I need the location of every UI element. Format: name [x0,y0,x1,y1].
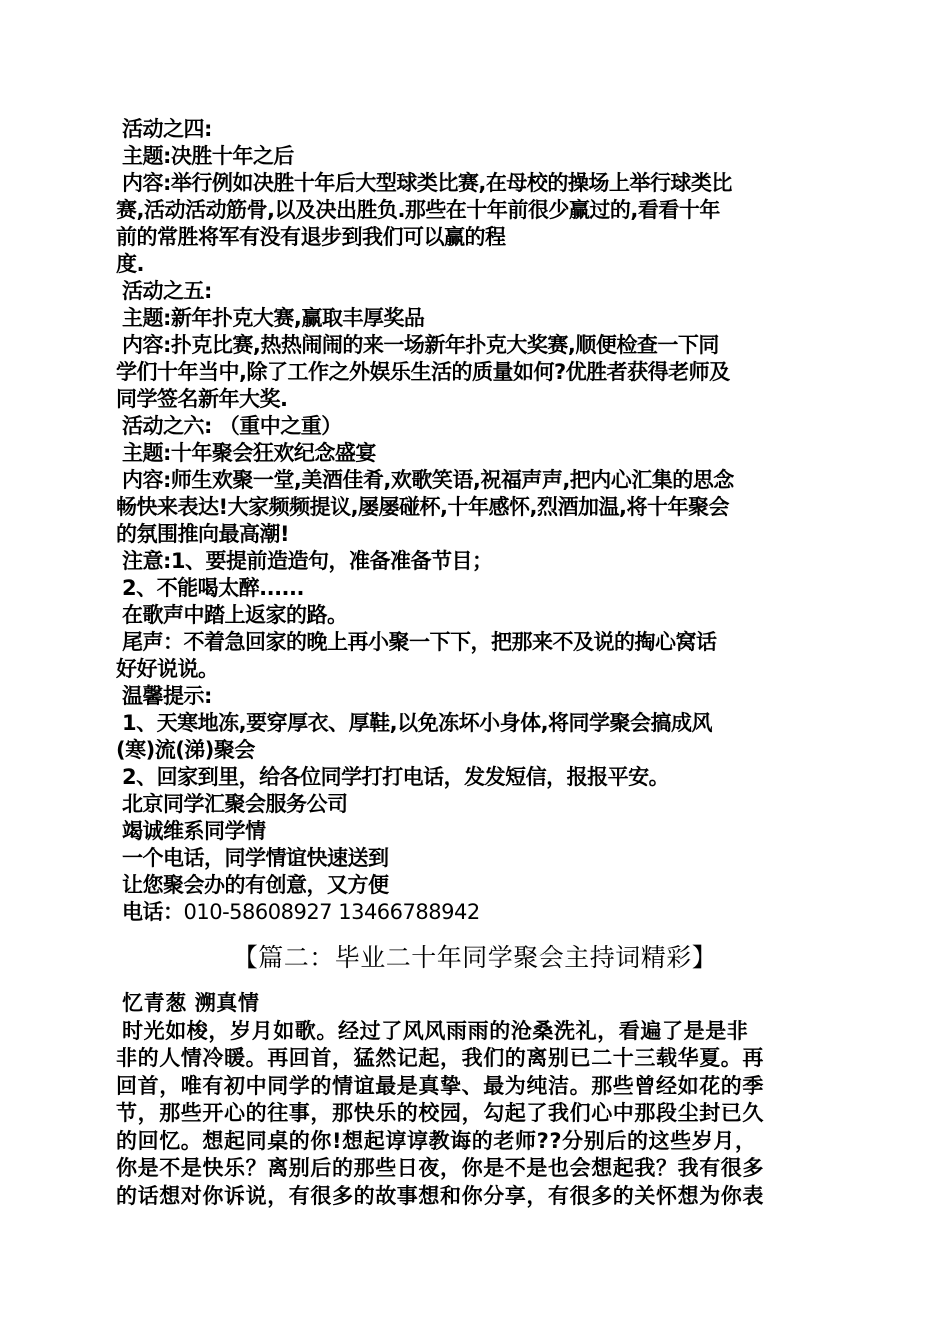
slogan-line: 竭诚维系同学情 [122,819,266,843]
company-name: 北京同学汇聚会服务公司 [122,792,348,816]
note-line: 2、不能喝太醉...... [122,576,304,600]
paragraph-line: 的话想对你诉说，有很多的故事想和你分享，有很多的关怀想为你表 [116,1183,764,1208]
text-line: 的氛围推向最高潮! [116,522,290,546]
phone-label: 电话： [122,900,184,924]
section-two-body [116,990,836,1210]
text-line: 在歌声中踏上返家的路。 [122,603,348,627]
activity-four-content: 内容:举行例如决胜十年后大型球类比赛,在母校的操场上举行球类比 [122,171,732,195]
section-two-subtitle: 忆青葱 溯真情 [122,991,260,1015]
paragraph-line: 的回忆。想起同桌的你!想起谆谆教诲的老师??分别后的这些岁月， [116,1128,757,1153]
text-line: 前的常胜将军有没有退步到我们可以赢的程 [116,225,506,249]
text-line: 赛,活动活动筋骨,以及决出胜负.那些在十年前很少赢过的,看看十年 [116,198,720,222]
paragraph-line: 时光如梭，岁月如歌。经过了风风雨雨的沧桑洗礼，看遍了是是非 [122,1018,749,1043]
slogan-line: 一个电话，同学情谊快速送到 [122,846,389,870]
section-two-heading: 【篇二：毕业二十年同学聚会主持词精彩】 [232,943,718,972]
activity-four-theme: 主题:决胜十年之后 [122,144,294,168]
text-line: (寒)流(涕)聚会 [116,738,255,762]
section-one-body [116,116,836,926]
tip-line: 2、回家到里，给各位同学打打电话，发发短信，报报平安。 [122,765,670,789]
tips-label: 温馨提示: [122,684,212,708]
activity-six-theme: 主题:十年聚会狂欢纪念盛宴 [122,441,376,465]
activity-five-label: 活动之五: [122,279,212,303]
note-line: 注意:1、要提前造造句，准备准备节目； [122,549,493,573]
text-line: 好好说说。 [116,657,219,681]
activity-four-label: 活动之四: [122,117,212,141]
phone-number: 010-58608927 13466788942 [183,900,480,924]
text-line: 畅快来表达!大家频频提议,屡屡碰杯,十年感怀,烈酒加温,将十年聚会 [116,495,729,519]
text-line: 度. [116,252,144,276]
paragraph-line: 非的人情冷暖。再回首，猛然记起，我们的离别已二十三载华夏。再 [116,1046,764,1070]
paragraph-line: 你是不是快乐？离别后的那些日夜，你是不是也会想起我？我有很多 [116,1156,764,1180]
activity-six-content: 内容:师生欢聚一堂,美酒佳肴,欢歌笑语,祝福声声,把内心汇集的思念 [122,468,734,492]
tip-line: 1、天寒地冻,要穿厚衣、厚鞋,以免冻坏小身体,将同学聚会搞成风 [122,711,713,735]
activity-six-label: 活动之六: （重中之重） [122,414,342,438]
paragraph-line: 节，那些开心的往事，那快乐的校园，勾起了我们心中那段尘封已久 [116,1101,764,1125]
activity-five-theme: 主题:新年扑克大赛,赢取丰厚奖品 [122,306,425,330]
text-line: 同学签名新年大奖. [116,387,288,411]
slogan-line: 让您聚会办的有创意，又方便 [122,873,389,897]
text-line: 学们十年当中,除了工作之外娱乐生活的质量如何?优胜者获得老师及 [116,360,730,384]
phone-line [116,899,836,926]
paragraph-line: 回首，唯有初中同学的情谊最是真挚、最为纯洁。那些曾经如花的季 [116,1073,764,1098]
epilogue-line: 尾声：不着急回家的晚上再小聚一下下，把那来不及说的掏心窝话 [122,630,717,654]
activity-five-content: 内容:扑克比赛,热热闹闹的来一场新年扑克大奖赛,顺便检查一下同 [122,333,719,357]
